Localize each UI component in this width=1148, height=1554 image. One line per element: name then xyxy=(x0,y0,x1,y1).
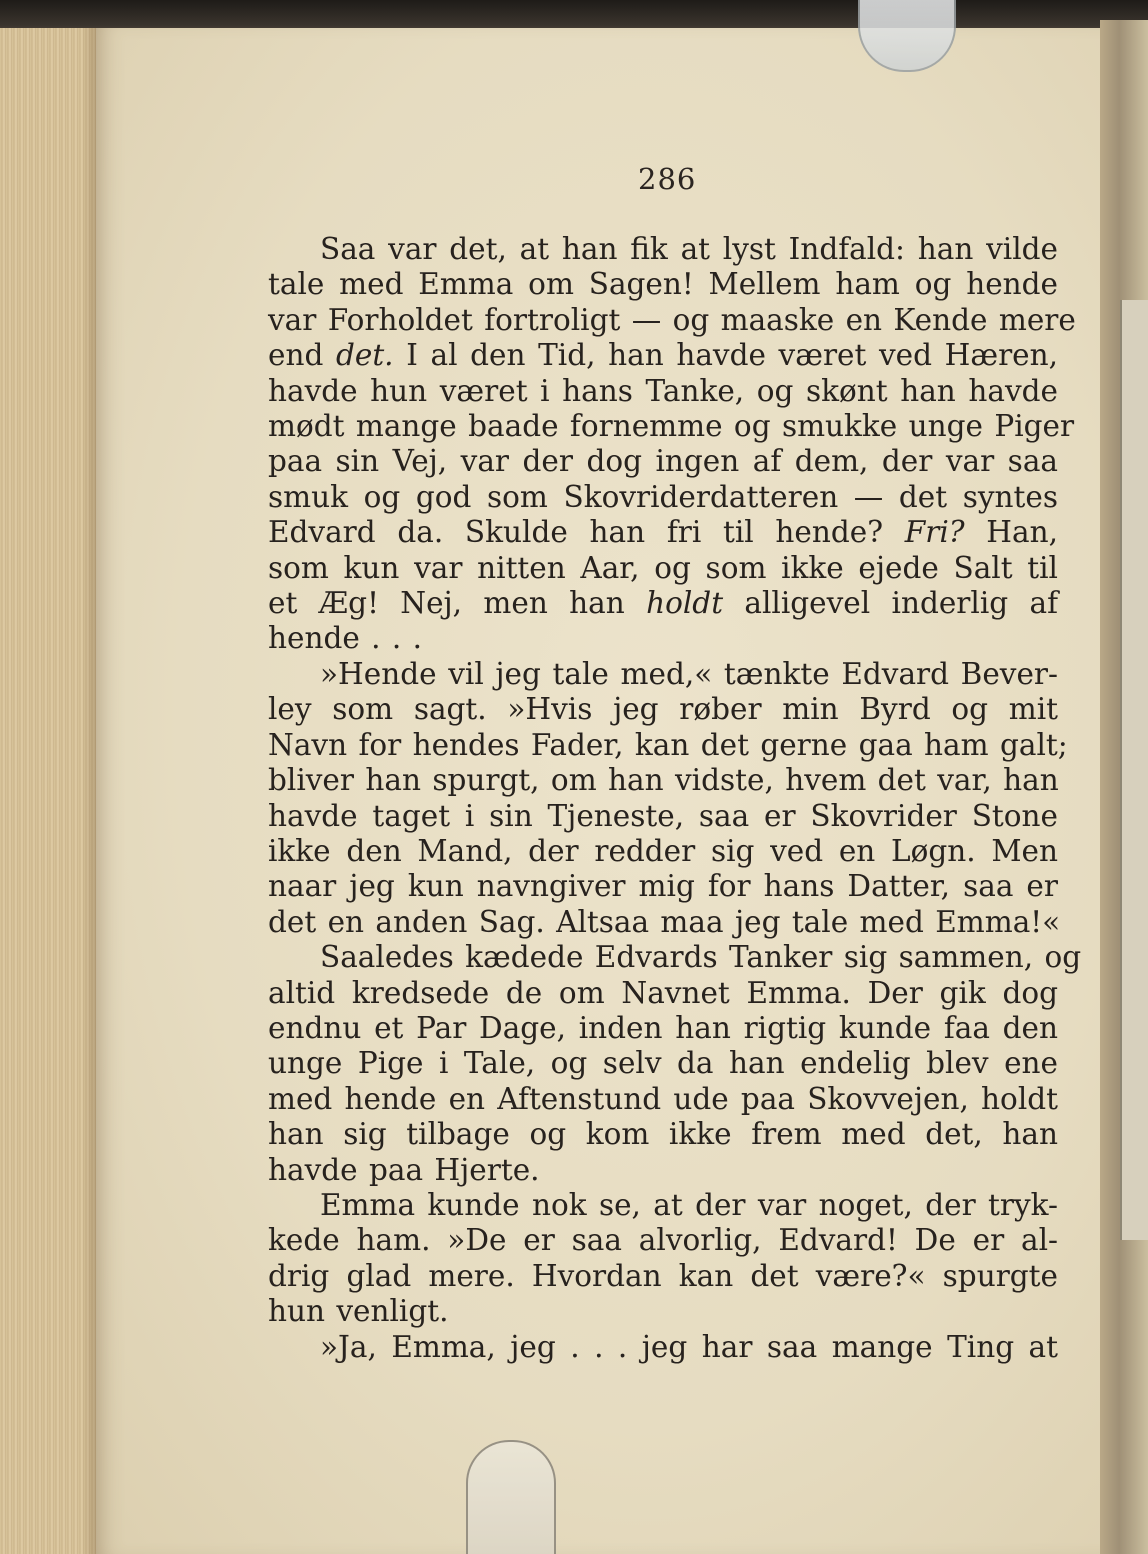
text-line xyxy=(268,338,1058,373)
text-line: bliver han spurgt, om han vidste, hvem det var, han xyxy=(268,763,1059,798)
text-line: paa sin Vej, var der dog ingen af dem, der var saa xyxy=(268,444,1058,479)
text-run: end xyxy=(268,338,336,373)
text-line: ikke den Mand, der redder sig ved en Løgn. Men xyxy=(268,833,1058,868)
text-line: tale med Emma om Sagen! Mellem ham og hende xyxy=(268,267,1058,302)
text-line: ley som sagt. »Hvis jeg røber min Byrd og mit xyxy=(268,692,1058,727)
text-line: kede ham. »De er saa alvorlig, Edvard! De er al- xyxy=(268,1223,1058,1258)
text-line xyxy=(268,586,1058,621)
text-line xyxy=(268,515,1058,550)
text-run: Edvard da. Skulde han fri til hende? xyxy=(268,515,905,550)
facing-page-edge xyxy=(1120,300,1148,1240)
italic-word: det. xyxy=(335,338,394,373)
text-line: »Hende vil jeg tale med,« tænkte Edvard Bever- xyxy=(320,656,1058,691)
text-line: med hende en Aftenstund ude paa Skovvejen, holdt xyxy=(268,1081,1058,1116)
body-text xyxy=(268,232,1082,1365)
text-run: et Æg! Nej, men han xyxy=(268,586,647,621)
text-run: Han, xyxy=(964,515,1058,550)
page-stack-left xyxy=(0,28,96,1554)
text-line: han sig tilbage og kom ikke frem med det, han xyxy=(268,1117,1058,1152)
text-line: var Forholdet fortroligt — og maaske en Kende mere xyxy=(268,302,1076,337)
text-line: hende . . . xyxy=(268,621,423,656)
italic-word: holdt xyxy=(646,586,724,621)
italic-word: Fri? xyxy=(904,515,965,550)
text-line: mødt mange baade fornemme og smukke unge Piger xyxy=(268,409,1075,444)
text-line: naar jeg kun navngiver mig for hans Datter, saa er xyxy=(268,869,1058,904)
text-line: havde paa Hjerte. xyxy=(268,1152,540,1187)
text-line: altid kredsede de om Navnet Emma. Der gik dog xyxy=(268,975,1058,1010)
text-line: Emma kunde nok se, at der var noget, der tryk- xyxy=(320,1187,1058,1222)
page-number: 286 xyxy=(638,162,697,196)
page-clip-bottom xyxy=(466,1440,556,1554)
text-run: I al den Tid, han havde været ved Hæren, xyxy=(393,338,1059,373)
text-line: unge Pige i Tale, og selv da han endelig blev ene xyxy=(268,1046,1058,1081)
text-line: drig glad mere. Hvordan kan det være?« spurgte xyxy=(268,1258,1058,1293)
text-line: »Ja, Emma, jeg . . . jeg har saa mange Ting at xyxy=(320,1329,1058,1364)
text-line: det en anden Sag. Altsaa maa jeg tale med Emma!« xyxy=(268,904,1061,939)
text-line: Saaledes kædede Edvards Tanker sig sammen, og xyxy=(320,940,1082,975)
text-line: havde hun været i hans Tanke, og skønt han havde xyxy=(268,373,1058,408)
text-run: alligevel inderlig af xyxy=(723,586,1059,621)
text-line: smuk og god som Skovriderdatteren — det syntes xyxy=(268,479,1058,514)
text-line: endnu et Par Dage, inden han rigtig kunde faa den xyxy=(268,1010,1058,1045)
text-line: Navn for hendes Fader, kan det gerne gaa ham galt; xyxy=(268,727,1068,762)
text-line: havde taget i sin Tjeneste, saa er Skovrider Stone xyxy=(268,798,1058,833)
text-line: hun venligt. xyxy=(268,1294,449,1329)
text-line: Saa var det, at han fik at lyst Indfald: han vilde xyxy=(320,232,1058,266)
text-line: som kun var nitten Aar, og som ikke ejede Salt til xyxy=(268,550,1058,585)
